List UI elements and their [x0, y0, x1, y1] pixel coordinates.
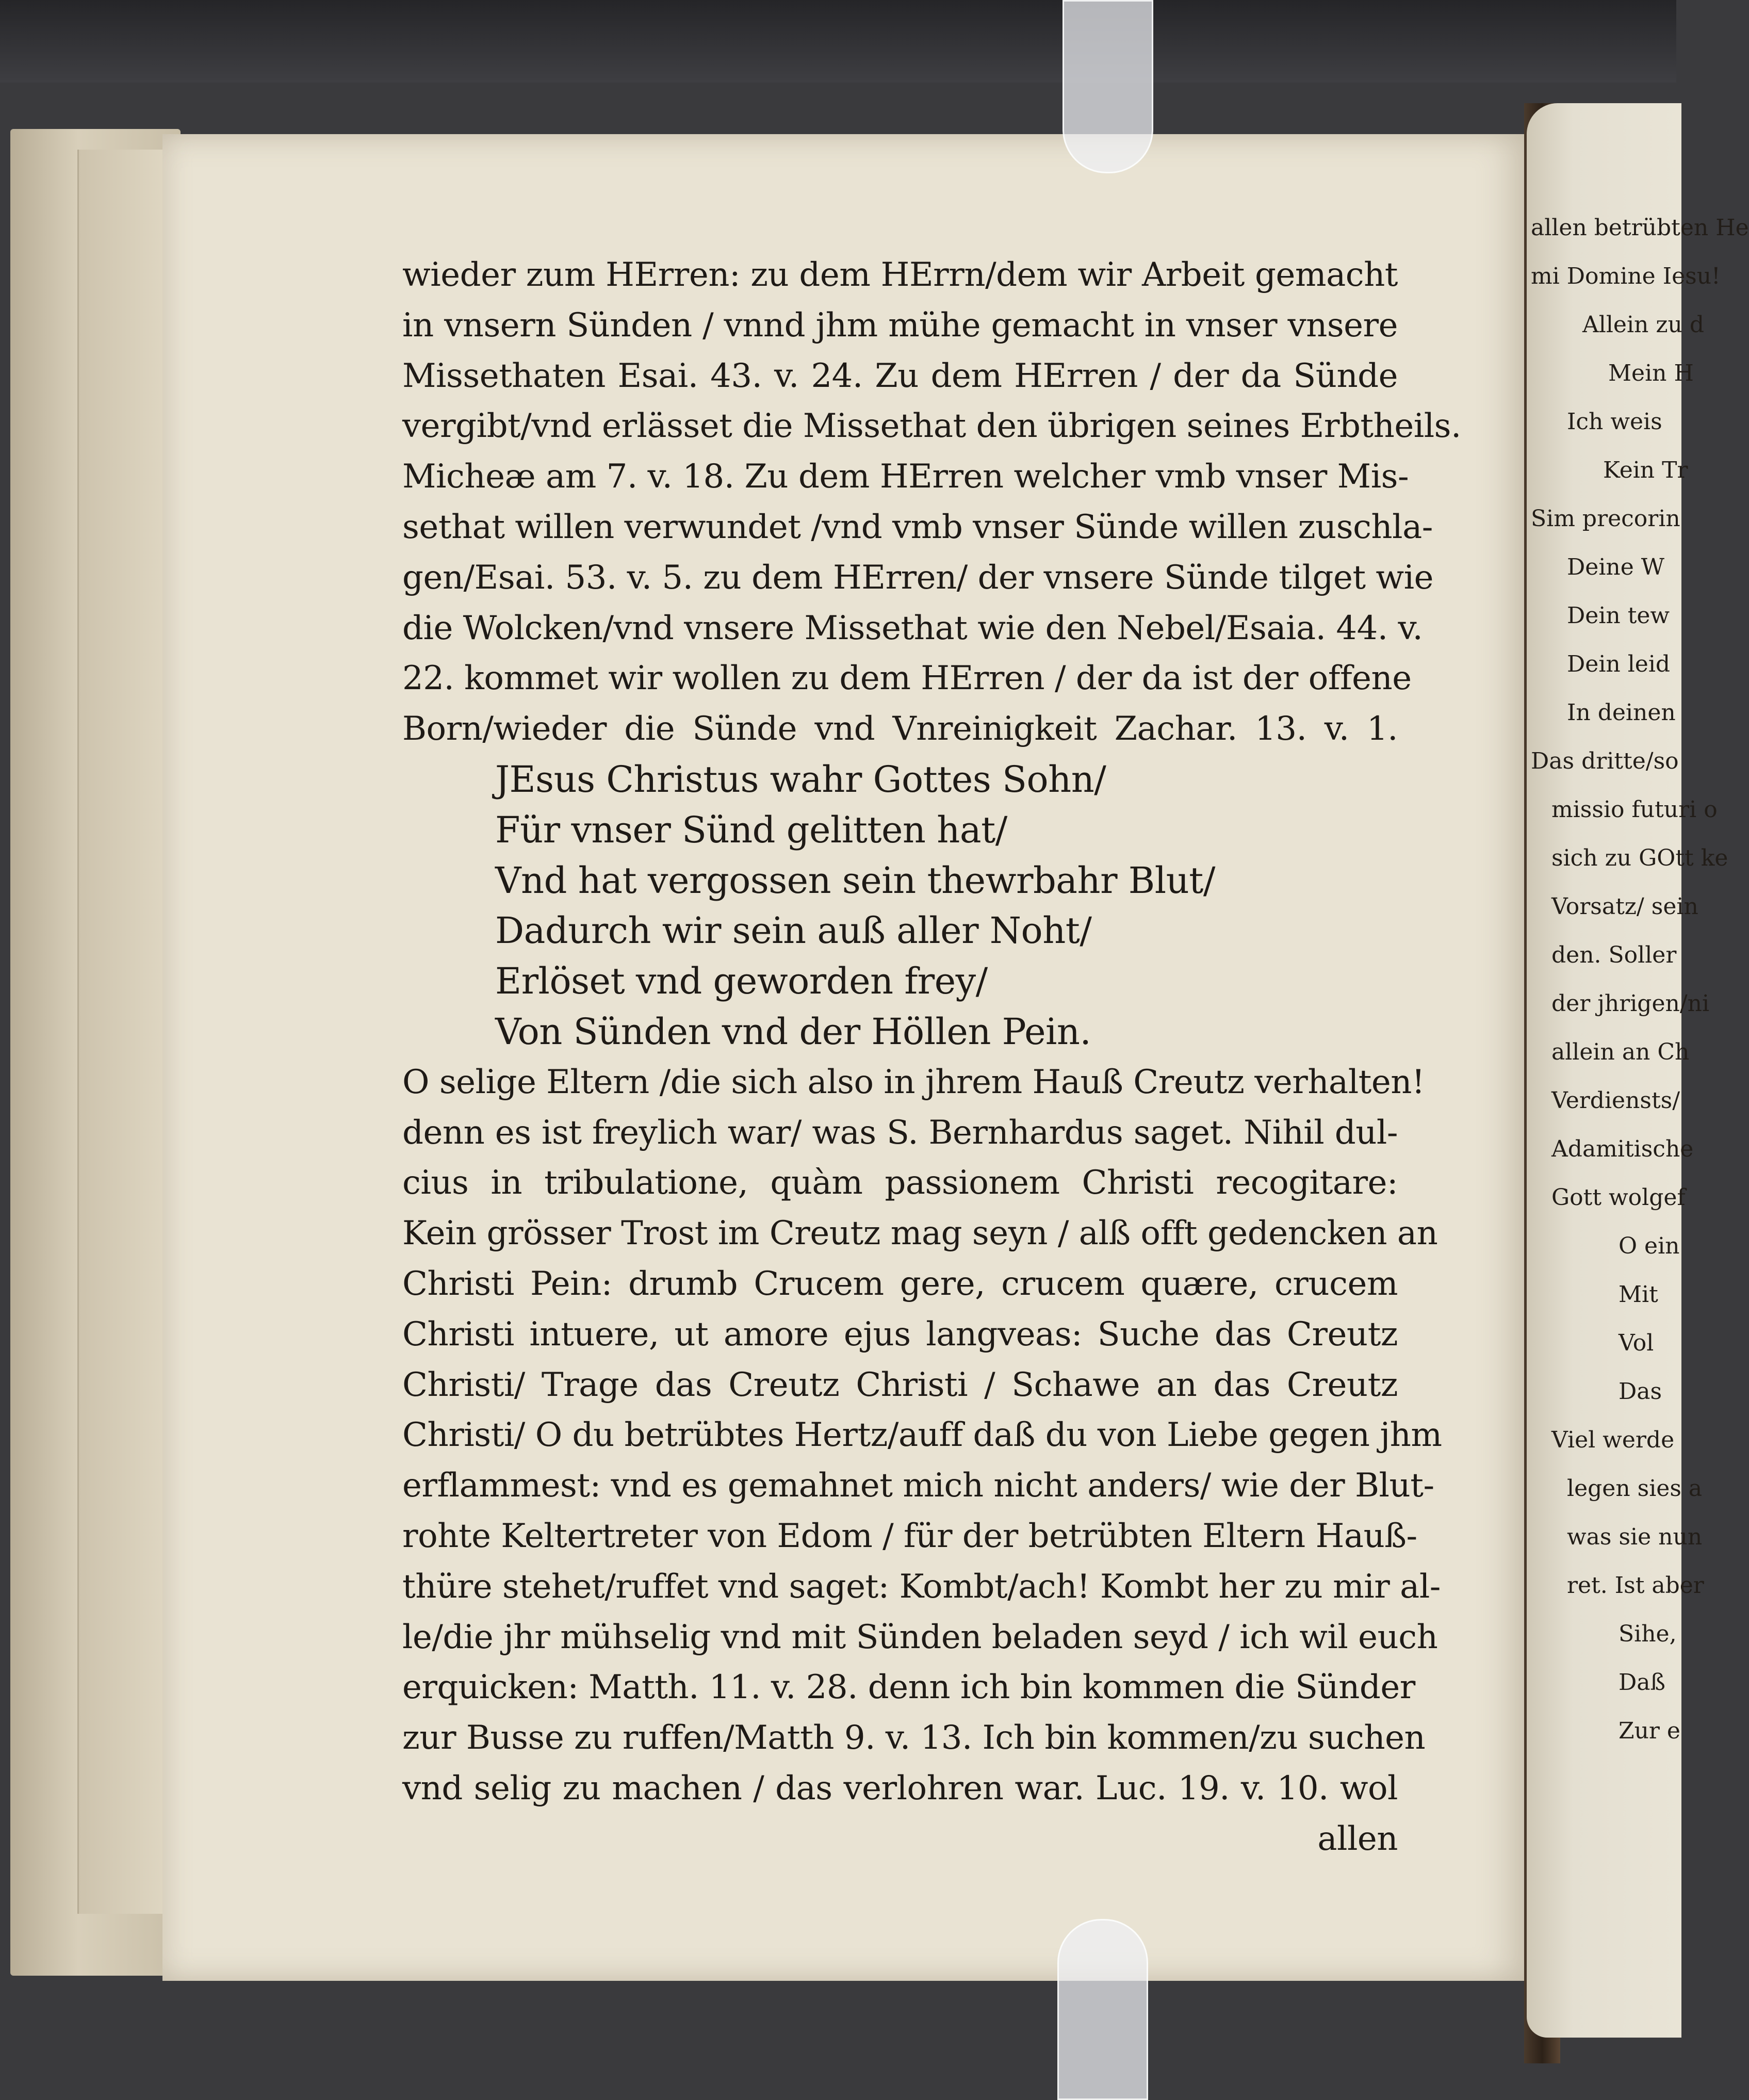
hymn-verse — [402, 755, 1398, 1057]
verse-line: Von Sünden vnd der Höllen Pein. — [495, 1010, 1091, 1053]
facing-line: allen betrübten He — [1531, 215, 1749, 241]
text-line: Missethaten Esai. 43. v. 24. Zu dem HErren / der da Sünde — [402, 356, 1398, 395]
text-line: erflammest: vnd es gemahnet mich nicht anders/ wie der Blut- — [402, 1467, 1434, 1505]
verse-line: Für vnser Sünd gelitten hat/ — [495, 808, 1007, 851]
text-line: Christi/ O du betrübtes Hertz/auff daß du von Liebe gegen jhm — [402, 1416, 1442, 1455]
text-line: die Wolcken/vnd vnsere Missethat wie den Nebel/Esaia. 44. v. — [402, 609, 1423, 647]
verse-line: Vnd hat vergossen sein thewrbahr Blut/ — [495, 859, 1215, 902]
facing-line: Dein tew — [1567, 603, 1670, 629]
facing-line: ret. Ist aber — [1567, 1572, 1704, 1599]
facing-line: Vol — [1619, 1330, 1654, 1356]
text-line: vergibt/vnd erlässet die Missethat den übrigen seines Erbtheils. — [402, 407, 1461, 446]
facing-page-text — [1531, 204, 1749, 1755]
facing-line: Daß — [1619, 1669, 1665, 1696]
facing-line: Viel werde — [1551, 1427, 1675, 1453]
facing-line: Kein Tr — [1603, 457, 1688, 483]
text-line: gen/Esai. 53. v. 5. zu dem HErren/ der vnsere Sünde tilget wie — [402, 558, 1433, 597]
facing-line: Dein leid — [1567, 651, 1671, 677]
dark-background — [0, 0, 1676, 83]
prose-section-2 — [402, 1057, 1442, 1865]
facing-line: Mit — [1619, 1281, 1658, 1308]
text-line: le/die jhr mühselig vnd mit Sünden beladen seyd / ich wil euch — [402, 1618, 1438, 1656]
facing-line: Das dritte/so — [1531, 748, 1679, 774]
facing-line: Sim precorin — [1531, 506, 1680, 532]
facing-line: Ich weis — [1567, 409, 1662, 435]
facing-line: Deine W — [1567, 554, 1664, 580]
page-clip-top — [1063, 0, 1153, 173]
facing-line: O ein — [1619, 1233, 1680, 1259]
facing-line: Adamitische — [1551, 1136, 1694, 1162]
text-line: Born/wieder die Sünde vnd Vnreinigkeit Zachar. 13. v. 1. — [402, 710, 1398, 748]
facing-line: Mein H — [1608, 360, 1694, 386]
prose-section-1 — [402, 250, 1461, 755]
text-line: zur Busse zu ruffen/Matth 9. v. 13. Ich bin kommen/zu suchen — [402, 1719, 1426, 1757]
text-line: Christi/ Trage das Creutz Christi / Schawe an das Creutz — [402, 1365, 1398, 1404]
text-line: sethat willen verwundet /vnd vmb vnser Sünde willen zuschla- — [402, 508, 1433, 546]
facing-line: legen sies a — [1567, 1475, 1703, 1502]
facing-line: Allein zu d — [1582, 312, 1705, 338]
text-line: cius in tribulatione, quàm passionem Christi recogitare: — [402, 1164, 1398, 1202]
facing-line: Zur e — [1619, 1718, 1680, 1744]
facing-line: Vorsatz/ sein — [1551, 893, 1698, 920]
facing-line: Gott wolgef — [1551, 1184, 1686, 1211]
facing-line: In deinen — [1567, 699, 1676, 726]
facing-line: allein an Ch — [1551, 1039, 1690, 1065]
text-line: Kein grösser Trost im Creutz mag seyn / alß offt gedencken an — [402, 1214, 1438, 1253]
facing-line: Verdiensts/ — [1551, 1087, 1680, 1114]
facing-line: was sie nun — [1567, 1524, 1703, 1550]
text-line: erquicken: Matth. 11. v. 28. denn ich bin kommen die Sünder — [402, 1668, 1415, 1707]
text-line: 22. kommet wir wollen zu dem HErren / der da ist der offene — [402, 659, 1412, 698]
facing-line: den. Soller — [1551, 942, 1677, 968]
verse-line: JEsus Christus wahr Gottes Sohn/ — [495, 758, 1106, 801]
text-line: wieder zum HErren: zu dem HErrn/dem wir Arbeit gemacht — [402, 256, 1398, 294]
facing-line: Sihe, — [1619, 1621, 1677, 1647]
text-line: denn es ist freylich war/ was S. Bernhardus saget. Nihil dul- — [402, 1113, 1398, 1152]
verse-line: Erlöset vnd geworden frey/ — [495, 960, 988, 1003]
text-line: Christi Pein: drumb Crucem gere, crucem quære, crucem — [402, 1264, 1398, 1303]
facing-line: mi Domine Iesu! — [1531, 263, 1721, 289]
page-clip-bottom — [1057, 1919, 1148, 2100]
text-line: vnd selig zu machen / das verlohren war. Luc. 19. v. 10. wol — [402, 1769, 1398, 1808]
text-line: Micheæ am 7. v. 18. Zu dem HErren welcher vmb vnser Mis- — [402, 458, 1409, 496]
facing-line: sich zu GOtt ke — [1551, 845, 1728, 871]
text-line: rohte Keltertreter von Edom / für der betrübten Eltern Hauß- — [402, 1517, 1417, 1555]
facing-line: missio futuri o — [1551, 796, 1718, 823]
catchword: allen — [1317, 1819, 1398, 1858]
facing-line: Das — [1619, 1378, 1662, 1405]
verse-line: Dadurch wir sein auß aller Noht/ — [495, 909, 1092, 952]
facing-line: der jhrigen/ni — [1551, 990, 1710, 1017]
text-line: O selige Eltern /die sich also in jhrem Hauß Creutz verhalten! — [402, 1063, 1425, 1101]
text-line: in vnsern Sünden / vnnd jhm mühe gemacht in vnser vnsere — [402, 306, 1398, 345]
main-text-block — [402, 250, 1461, 1865]
text-line: Christi intuere, ut amore ejus langveas: Suche das Creutz — [402, 1315, 1398, 1354]
text-line: thüre stehet/ruffet vnd saget: Kombt/ach! Kombt her zu mir al- — [402, 1567, 1441, 1606]
